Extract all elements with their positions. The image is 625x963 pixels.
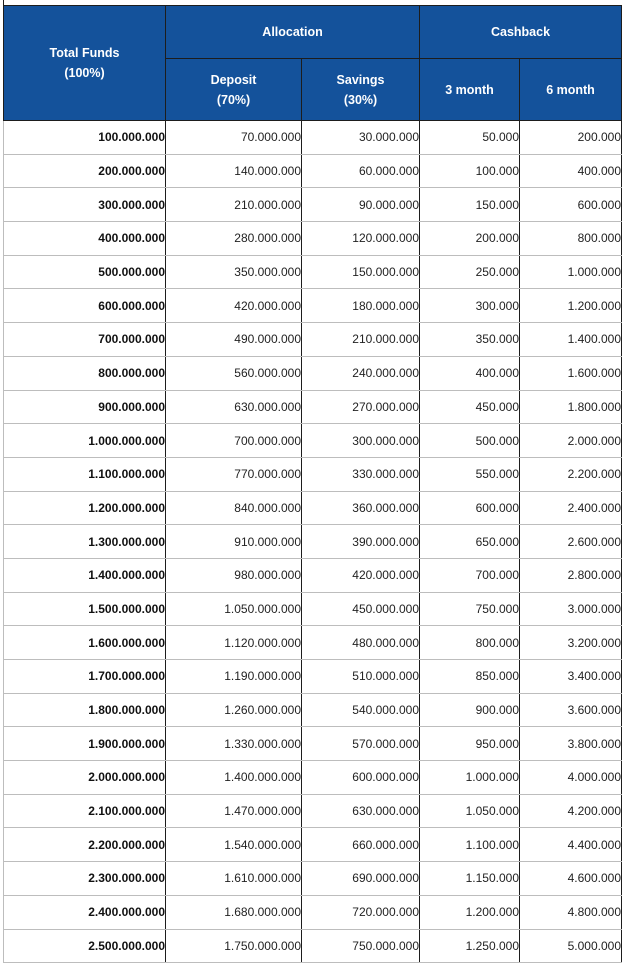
cell-savings: 480.000.000 [302,626,420,660]
cell-cashback-6-month: 2.800.000 [520,558,622,592]
cell-savings: 510.000.000 [302,660,420,694]
cell-cashback-6-month: 3.000.000 [520,592,622,626]
header-deposit [166,59,302,121]
cell-deposit: 700.000.000 [166,424,302,458]
cell-cashback-3-month: 800.000 [420,626,520,660]
cell-savings: 540.000.000 [302,693,420,727]
cell-deposit: 1.400.000.000 [166,761,302,795]
cell-deposit: 1.260.000.000 [166,693,302,727]
cell-total-funds: 2.400.000.000 [4,895,166,929]
cell-cashback-3-month: 50.000 [420,121,520,155]
cell-savings: 420.000.000 [302,558,420,592]
cell-deposit: 770.000.000 [166,457,302,491]
cell-savings: 300.000.000 [302,424,420,458]
cell-cashback-6-month: 4.400.000 [520,828,622,862]
cell-cashback-3-month: 250.000 [420,255,520,289]
cell-deposit: 1.050.000.000 [166,592,302,626]
cell-cashback-6-month: 1.000.000 [520,255,622,289]
cell-savings: 660.000.000 [302,828,420,862]
cell-savings: 90.000.000 [302,188,420,222]
header-deposit-label: Deposit [210,72,257,87]
cell-savings: 690.000.000 [302,862,420,896]
cell-deposit: 1.190.000.000 [166,660,302,694]
cell-cashback-6-month: 400.000 [520,154,622,188]
table-row [4,121,622,155]
cell-savings: 630.000.000 [302,794,420,828]
cell-cashback-3-month: 1.200.000 [420,895,520,929]
cell-cashback-6-month: 2.400.000 [520,491,622,525]
header-savings-label: Savings [336,72,385,87]
cell-cashback-3-month: 600.000 [420,491,520,525]
cell-deposit: 1.540.000.000 [166,828,302,862]
cell-total-funds: 2.000.000.000 [4,761,166,795]
cell-deposit: 350.000.000 [166,255,302,289]
cell-cashback-3-month: 150.000 [420,188,520,222]
cell-cashback-6-month: 4.200.000 [520,794,622,828]
cell-savings: 750.000.000 [302,929,420,963]
table-row [4,390,622,424]
header-total-funds [4,6,166,121]
cell-cashback-3-month: 1.250.000 [420,929,520,963]
cell-cashback-3-month: 400.000 [420,356,520,390]
cell-cashback-3-month: 450.000 [420,390,520,424]
header-3-month: 3 month [420,59,520,121]
table-row [4,188,622,222]
cell-savings: 120.000.000 [302,222,420,256]
table-row [4,895,622,929]
cell-total-funds: 1.600.000.000 [4,626,166,660]
table-row [4,660,622,694]
cell-cashback-3-month: 1.100.000 [420,828,520,862]
cell-deposit: 70.000.000 [166,121,302,155]
cell-deposit: 630.000.000 [166,390,302,424]
header-6-month: 6 month [520,59,622,121]
cell-cashback-3-month: 750.000 [420,592,520,626]
cell-total-funds: 1.500.000.000 [4,592,166,626]
table-row [4,457,622,491]
cell-cashback-6-month: 4.600.000 [520,862,622,896]
cell-total-funds: 600.000.000 [4,289,166,323]
table-row [4,525,622,559]
cell-cashback-3-month: 850.000 [420,660,520,694]
table-row [4,929,622,963]
cell-cashback-6-month: 3.200.000 [520,626,622,660]
table-row [4,424,622,458]
cell-total-funds: 1.000.000.000 [4,424,166,458]
cell-cashback-3-month: 1.150.000 [420,862,520,896]
cell-deposit: 1.680.000.000 [166,895,302,929]
cell-deposit: 980.000.000 [166,558,302,592]
cell-cashback-6-month: 4.800.000 [520,895,622,929]
cell-savings: 720.000.000 [302,895,420,929]
cell-deposit: 910.000.000 [166,525,302,559]
header-deposit-pct: (70%) [216,92,251,107]
cell-savings: 60.000.000 [302,154,420,188]
cell-deposit: 1.470.000.000 [166,794,302,828]
funds-allocation-table [3,5,622,963]
cell-deposit: 280.000.000 [166,222,302,256]
cell-savings: 210.000.000 [302,323,420,357]
cell-total-funds: 100.000.000 [4,121,166,155]
cell-total-funds: 1.800.000.000 [4,693,166,727]
cell-savings: 360.000.000 [302,491,420,525]
table-header [4,6,622,121]
header-total-funds-pct: (100%) [64,66,105,80]
cell-deposit: 1.120.000.000 [166,626,302,660]
cell-total-funds: 900.000.000 [4,390,166,424]
cell-cashback-3-month: 500.000 [420,424,520,458]
cell-savings: 570.000.000 [302,727,420,761]
cell-total-funds: 2.100.000.000 [4,794,166,828]
cell-total-funds: 700.000.000 [4,323,166,357]
cell-deposit: 210.000.000 [166,188,302,222]
cell-savings: 270.000.000 [302,390,420,424]
cell-savings: 30.000.000 [302,121,420,155]
table-row [4,289,622,323]
table-body [4,121,622,963]
cell-cashback-3-month: 100.000 [420,154,520,188]
cell-cashback-6-month: 2.200.000 [520,457,622,491]
table-row [4,626,622,660]
cell-savings: 330.000.000 [302,457,420,491]
cell-total-funds: 400.000.000 [4,222,166,256]
cell-cashback-3-month: 950.000 [420,727,520,761]
header-savings [302,59,420,121]
cell-total-funds: 1.200.000.000 [4,491,166,525]
cell-total-funds: 1.700.000.000 [4,660,166,694]
cell-deposit: 560.000.000 [166,356,302,390]
cell-total-funds: 1.100.000.000 [4,457,166,491]
cell-cashback-6-month: 800.000 [520,222,622,256]
cell-savings: 180.000.000 [302,289,420,323]
cell-total-funds: 2.300.000.000 [4,862,166,896]
header-total-funds-label: Total Funds [49,46,120,60]
cell-savings: 450.000.000 [302,592,420,626]
table-row [4,491,622,525]
cell-cashback-6-month: 5.000.000 [520,929,622,963]
cell-total-funds: 2.500.000.000 [4,929,166,963]
cell-total-funds: 1.400.000.000 [4,558,166,592]
cell-total-funds: 300.000.000 [4,188,166,222]
cell-cashback-3-month: 700.000 [420,558,520,592]
cell-cashback-3-month: 300.000 [420,289,520,323]
cell-cashback-3-month: 350.000 [420,323,520,357]
cell-cashback-3-month: 200.000 [420,222,520,256]
cell-cashback-6-month: 1.800.000 [520,390,622,424]
cell-total-funds: 200.000.000 [4,154,166,188]
cell-deposit: 1.330.000.000 [166,727,302,761]
cell-total-funds: 1.300.000.000 [4,525,166,559]
header-cashback: Cashback [420,6,622,59]
cell-cashback-6-month: 3.400.000 [520,660,622,694]
cell-deposit: 840.000.000 [166,491,302,525]
cell-deposit: 420.000.000 [166,289,302,323]
cell-cashback-3-month: 1.050.000 [420,794,520,828]
cell-cashback-6-month: 1.200.000 [520,289,622,323]
table-row [4,356,622,390]
cell-deposit: 1.610.000.000 [166,862,302,896]
cell-total-funds: 1.900.000.000 [4,727,166,761]
cell-cashback-6-month: 2.600.000 [520,525,622,559]
cell-total-funds: 2.200.000.000 [4,828,166,862]
cell-cashback-6-month: 1.600.000 [520,356,622,390]
cell-savings: 240.000.000 [302,356,420,390]
table-row [4,558,622,592]
table-row [4,592,622,626]
cell-cashback-3-month: 550.000 [420,457,520,491]
table-row [4,154,622,188]
table-row [4,794,622,828]
header-allocation: Allocation [166,6,420,59]
cell-deposit: 490.000.000 [166,323,302,357]
cell-cashback-3-month: 650.000 [420,525,520,559]
table-row [4,828,622,862]
cell-savings: 390.000.000 [302,525,420,559]
cell-savings: 150.000.000 [302,255,420,289]
cell-total-funds: 500.000.000 [4,255,166,289]
cell-cashback-6-month: 4.000.000 [520,761,622,795]
cell-cashback-6-month: 600.000 [520,188,622,222]
cell-total-funds: 800.000.000 [4,356,166,390]
cell-cashback-6-month: 200.000 [520,121,622,155]
cell-deposit: 140.000.000 [166,154,302,188]
table-row [4,323,622,357]
cell-cashback-6-month: 3.800.000 [520,727,622,761]
cell-savings: 600.000.000 [302,761,420,795]
table-row [4,222,622,256]
table-row [4,693,622,727]
header-savings-pct: (30%) [343,92,378,107]
table-row [4,255,622,289]
table-row [4,727,622,761]
cell-cashback-6-month: 1.400.000 [520,323,622,357]
table-row [4,862,622,896]
table-row [4,761,622,795]
cell-cashback-3-month: 1.000.000 [420,761,520,795]
cell-cashback-3-month: 900.000 [420,693,520,727]
cell-deposit: 1.750.000.000 [166,929,302,963]
cell-cashback-6-month: 2.000.000 [520,424,622,458]
cell-cashback-6-month: 3.600.000 [520,693,622,727]
